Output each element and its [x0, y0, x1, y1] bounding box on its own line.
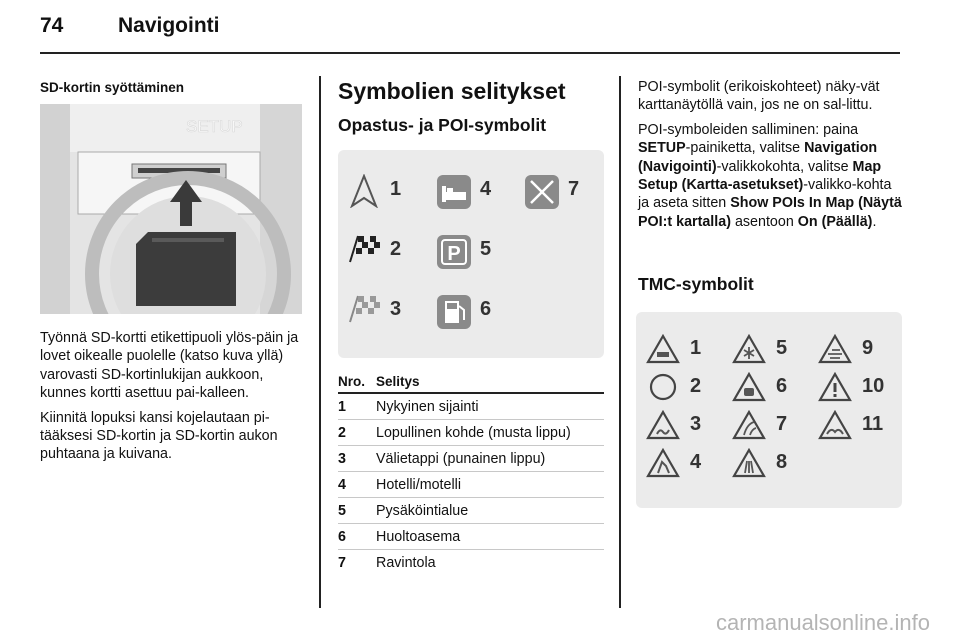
tmc-number-9: 9 [862, 337, 874, 359]
poi-number-2: 2 [390, 238, 402, 260]
poi-visibility-paragraph: POI-symbolit (erikoiskohteet) näky-vät karttanäytöllä vain, jos ne on sal-littu. [638, 79, 880, 114]
column-header-description: Selitys [376, 374, 604, 393]
text-run: POI-symboleiden salliminen: paina [638, 121, 859, 138]
sd-card-instructions [40, 329, 312, 470]
poi-number-5: 5 [480, 238, 492, 260]
table-row [338, 498, 604, 524]
row-description: Välietappi (punainen lippu) [376, 446, 604, 472]
setup-term: SETUP [638, 140, 686, 157]
symbols-title: Symbolien selitykset [338, 78, 566, 104]
destination-flag-icon [346, 234, 382, 264]
table-row [338, 393, 604, 420]
poi-number-3: 3 [390, 298, 402, 320]
column-divider-left [319, 76, 321, 608]
traffic-jam-icon [646, 334, 680, 364]
row-description: Lopullinen kohde (musta lippu) [376, 420, 604, 446]
row-description: Huoltoasema [376, 524, 604, 550]
page-number: 74 [40, 14, 64, 37]
table-row [338, 446, 604, 472]
row-description: Nykyinen sijainti [376, 393, 604, 420]
text-run: -valikkokohta, valitse [716, 158, 853, 175]
hotel-icon [436, 174, 472, 210]
svg-text:P: P [447, 243, 461, 265]
on-term: On (Päällä) [797, 213, 873, 230]
poi-number-1: 1 [390, 178, 402, 200]
current-position-icon [350, 174, 378, 208]
navigation-term: Navigation (Navigointi) [638, 140, 878, 175]
uneven-road-icon [818, 410, 852, 440]
warning-icon [818, 372, 852, 402]
tmc-symbols-panel [636, 312, 902, 508]
row-number: 3 [338, 446, 376, 472]
watermark: carmanualsonline.info [715, 610, 930, 635]
tmc-number-2: 2 [690, 375, 702, 397]
table-row [338, 420, 604, 446]
poi-symbols-panel [338, 150, 604, 358]
poi-legend-table [338, 374, 604, 575]
page-title: Navigointi [118, 14, 220, 37]
accident-icon [732, 372, 766, 402]
restaurant-icon [524, 174, 560, 210]
gas-station-icon [436, 294, 472, 330]
row-number: 4 [338, 472, 376, 498]
column-header-number: Nro. [338, 374, 376, 393]
column-divider-right [619, 76, 621, 608]
sd-card-illustration [40, 104, 302, 314]
poi-number-4: 4 [480, 178, 492, 200]
text-run: -valikko-kohta ja aseta sitten [638, 177, 892, 212]
row-number: 2 [338, 420, 376, 446]
sd-card-paragraph-1: Työnnä SD-kortti etikettipuoli ylös-päin ja lovet oikealle puolelle (katso kuva yllä) varovasti SD-kortinlukijan aukkoon, kunnes kortti asettuu pai-kalleen. [40, 330, 299, 402]
tmc-number-10: 10 [862, 375, 885, 397]
two-way-traffic-icon [732, 448, 766, 478]
poi-info-text [638, 78, 904, 237]
text-run: . [872, 213, 877, 230]
tmc-number-3: 3 [690, 413, 702, 435]
text-run: -painiketta, valitse [685, 140, 805, 157]
sd-card-heading: SD-kortin syöttäminen [40, 80, 185, 95]
table-row [338, 550, 604, 576]
poi-number-6: 6 [480, 298, 492, 320]
waypoint-flag-icon [346, 294, 382, 324]
tmc-number-1: 1 [690, 337, 702, 359]
header-rule [40, 52, 900, 54]
row-number: 5 [338, 498, 376, 524]
tmc-title: TMC-symbolit [638, 274, 754, 294]
row-description: Hotelli/motelli [376, 472, 604, 498]
road-narrows-icon [732, 410, 766, 440]
strong-wind-icon [818, 334, 852, 364]
slippery-road-icon [646, 410, 680, 440]
poi-enable-paragraph [638, 121, 904, 231]
row-description: Pysäköintialue [376, 498, 604, 524]
row-description: Ravintola [376, 554, 436, 571]
show-pois-term: Show POIs In Map (Näytä POI:t kartalla) [638, 195, 902, 230]
row-number: 1 [338, 393, 376, 420]
table-header-row [338, 374, 604, 393]
tmc-number-11: 11 [862, 413, 884, 435]
parking-icon [436, 234, 472, 270]
row-number: 7 [338, 554, 346, 571]
tmc-number-7: 7 [776, 413, 788, 435]
map-setup-term: Map Setup (Kartta-asetukset) [638, 158, 882, 194]
poi-number-7: 7 [568, 178, 580, 200]
snow-icon [732, 334, 766, 364]
road-works-icon [646, 448, 680, 478]
table-row [338, 472, 604, 498]
row-number: 6 [338, 524, 376, 550]
tmc-number-8: 8 [776, 451, 788, 473]
tmc-number-5: 5 [776, 337, 788, 359]
road-closed-icon [646, 372, 680, 402]
poi-subtitle: Opastus- ja POI-symbolit [338, 115, 547, 135]
tmc-number-4: 4 [690, 451, 702, 473]
setup-label: SETUP [186, 117, 243, 136]
text-run: asentoon [730, 213, 798, 230]
sd-card-drawing [40, 104, 302, 314]
sd-card-paragraph-2: Kiinnitä lopuksi kansi kojelautaan pi-tääksesi SD-kortin ja SD-kortin aukon puhtaana ja kuivana. [40, 409, 278, 463]
table-row [338, 524, 604, 550]
tmc-number-6: 6 [776, 375, 788, 397]
